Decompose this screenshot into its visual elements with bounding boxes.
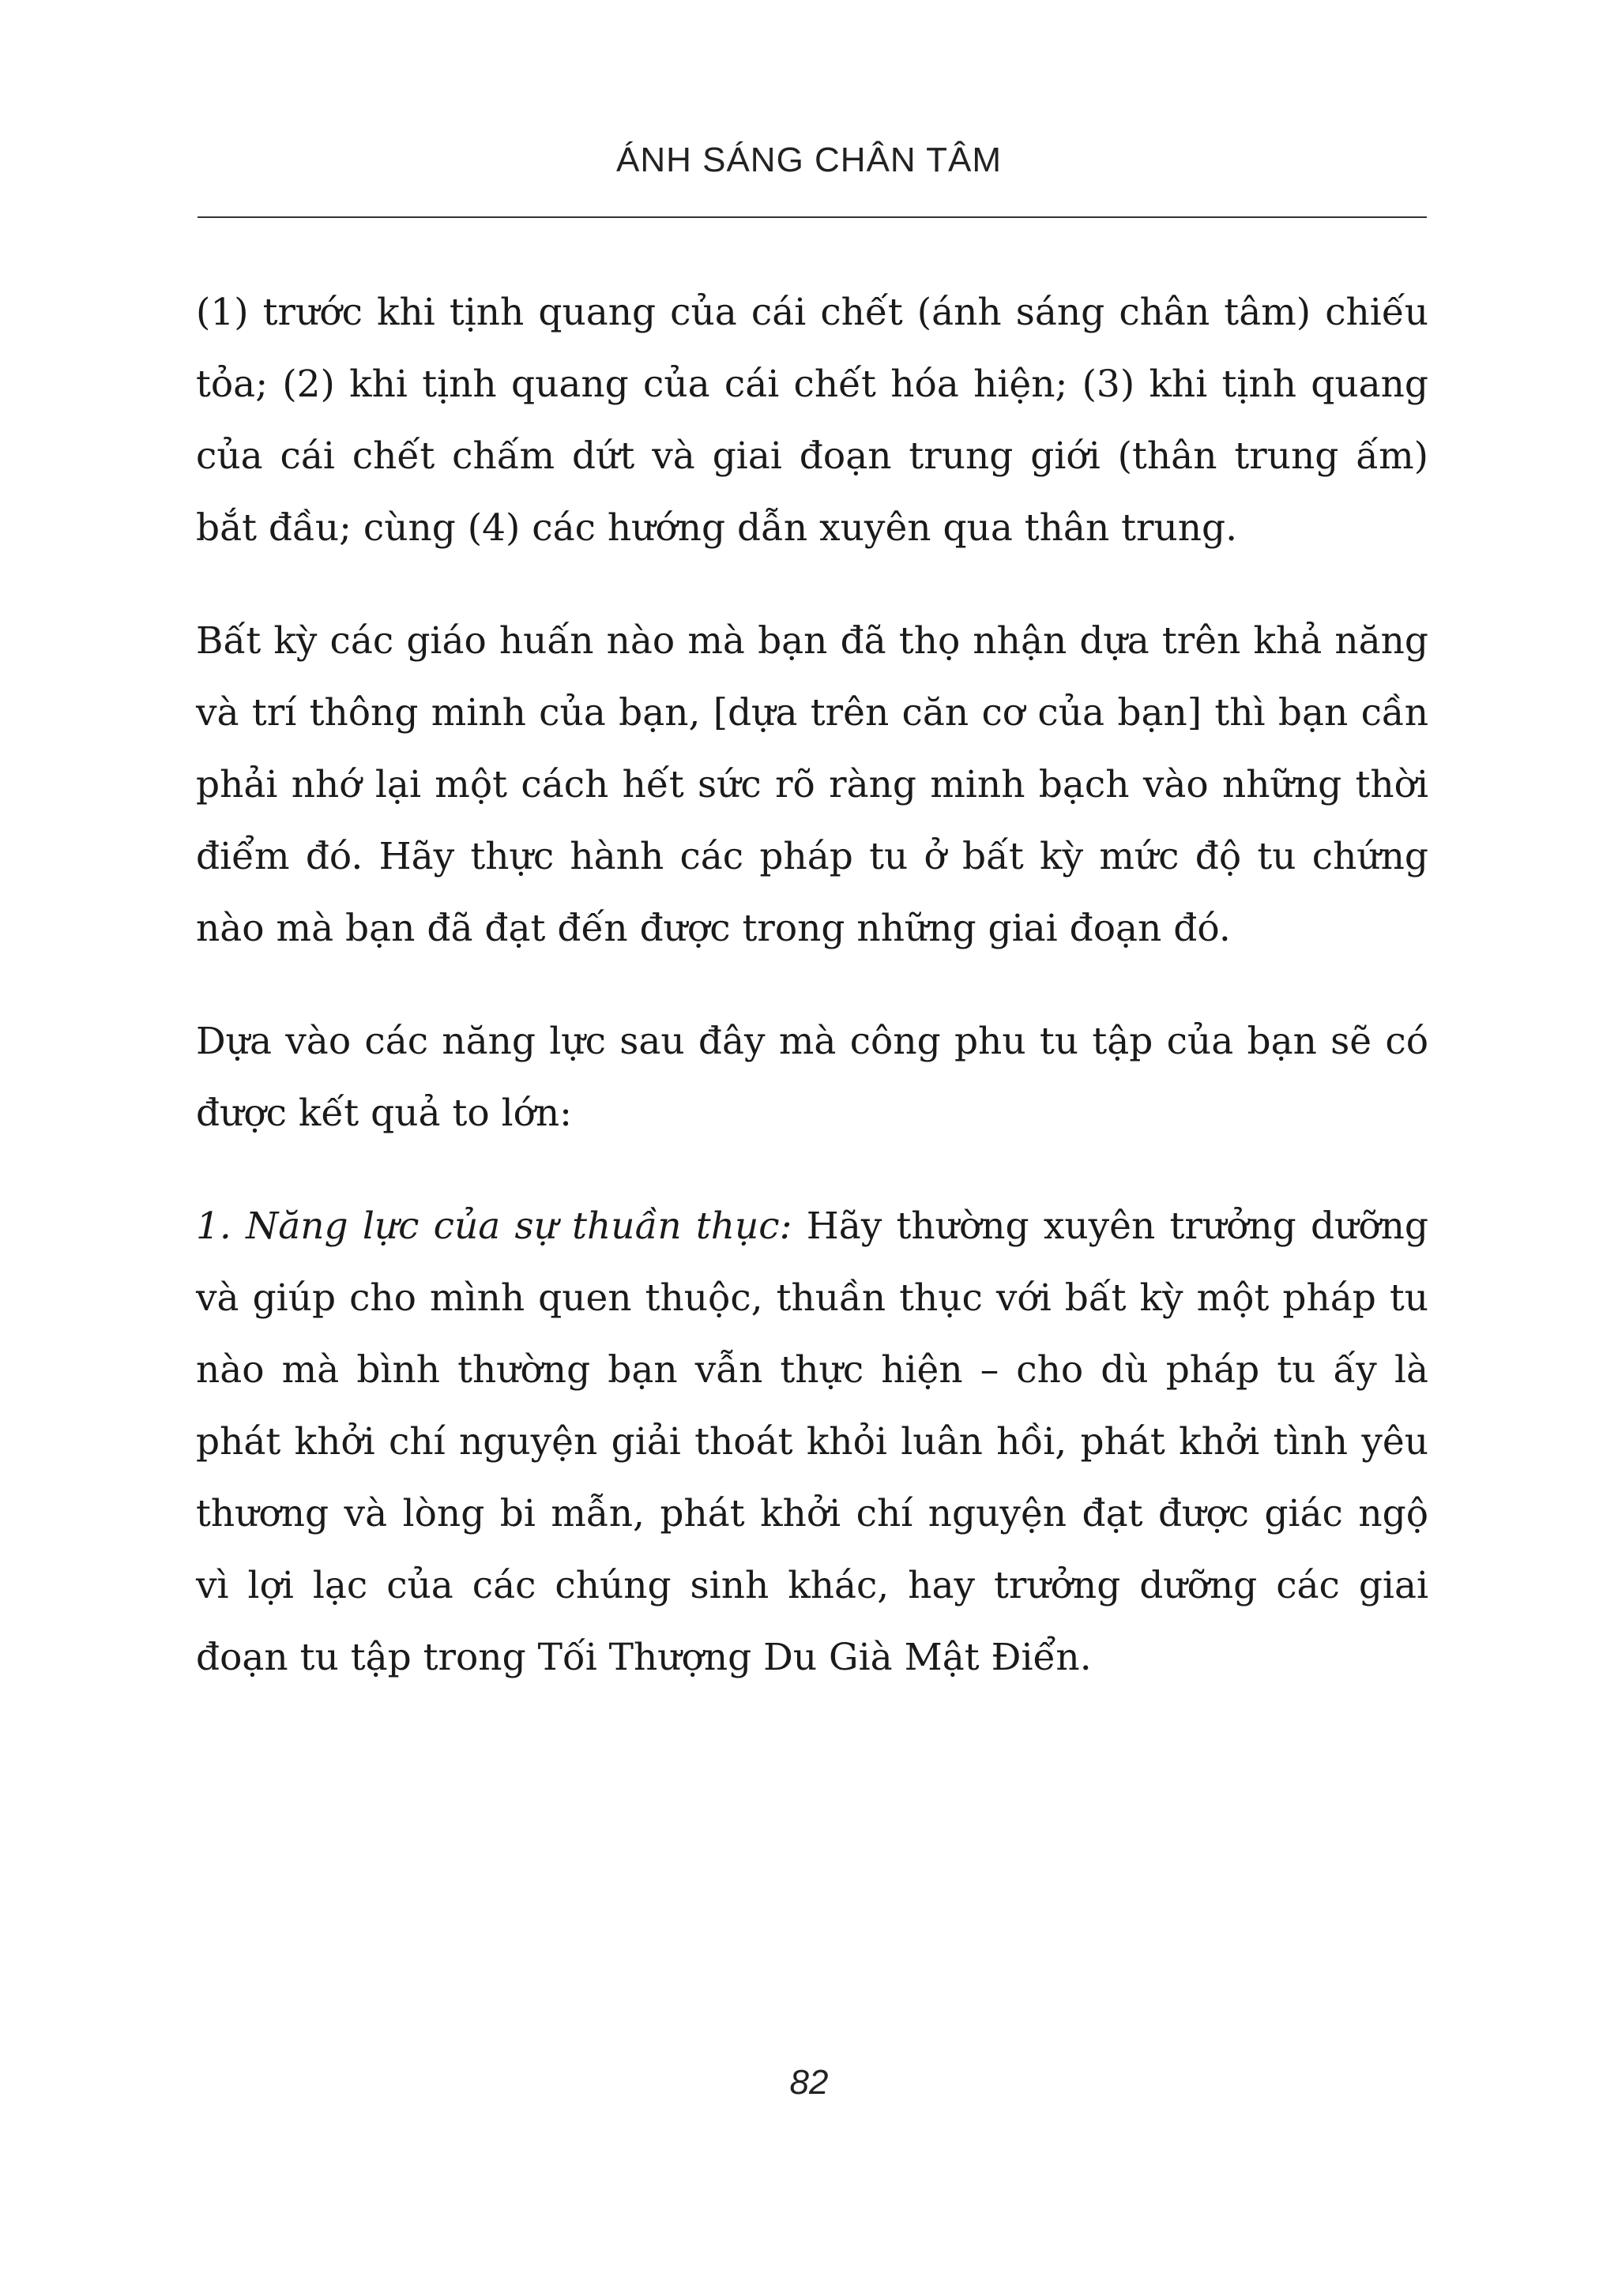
paragraph: Dựa vào các năng lực sau đây mà công phu tu tập của bạn sẽ có được kết quả to lớn: — [196, 1020, 1428, 1135]
running-header: ÁNH SÁNG CHÂN TÂM — [615, 141, 1003, 179]
list-item-text: Hãy thường xuyên trưởng dưỡng và giúp cho mình quen thuộc, thuần thục với bất kỳ một pháp tu nào mà bình thường bạn vẫn thực hiện – cho dù pháp tu ấy là phát khởi chí nguyện giải thoát khỏi luân hồi, phát khởi tình yêu thương và lòng bi mẫn, phát khởi chí nguyện đạt được giác ngộ vì lợi lạc của các chúng sinh khác, hay trưởng dưỡng các giai đoạn tu tập trong Tối Thượng Du Già Mật Điển. — [196, 1204, 1429, 1679]
list-item-1 — [196, 1190, 1428, 1693]
body-text — [196, 276, 1428, 1734]
list-item-label: 1. Năng lực của sự thuần thục: — [196, 1204, 792, 1248]
paragraph: Bất kỳ các giáo huấn nào mà bạn đã thọ nhận dựa trên khả năng và trí thông minh của bạn, [dựa trên căn cơ của bạn] thì bạn cần phải nhớ lại một cách hết sức rõ ràng minh bạch vào những thời điểm đó. Hãy thực hành các pháp tu ở bất kỳ mức độ tu chứng nào mà bạn đã đạt đến được trong những giai đoạn đó. — [196, 619, 1428, 950]
page-number: 82 — [789, 2063, 829, 2102]
header-divider — [198, 216, 1427, 218]
paragraph: (1) trước khi tịnh quang của cái chết (ánh sáng chân tâm) chiếu tỏa; (2) khi tịnh quang của cái chết hóa hiện; (3) khi tịnh quang của cái chết chấm dứt và giai đoạn trung giới (thân trung ấm) bắt đầu; cùng (4) các hướng dẫn xuyên qua thân trung. — [196, 291, 1428, 550]
